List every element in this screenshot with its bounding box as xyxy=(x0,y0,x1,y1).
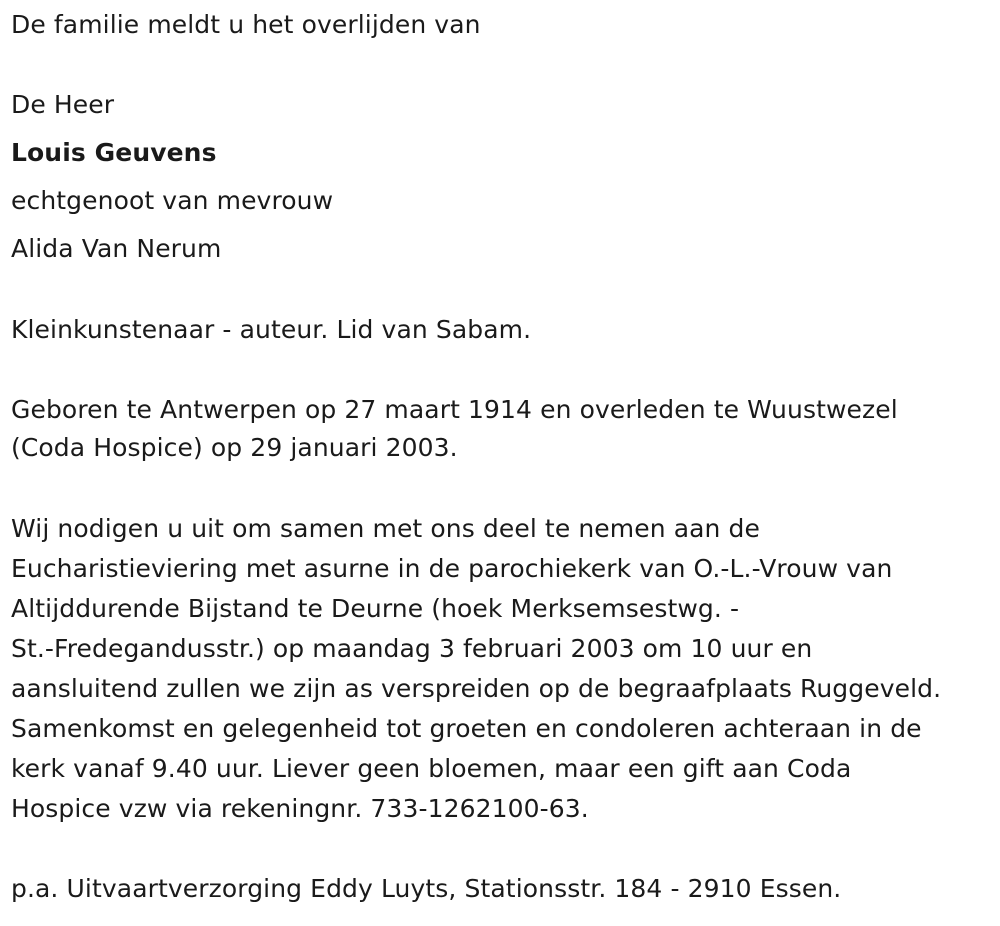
ceremony-line: St.-Fredegandusstr.) op maandag 3 februari 2003 om 10 uur en xyxy=(11,634,813,663)
ceremony-line: Eucharistieviering met asurne in de parochiekerk van O.-L.-Vrouw van xyxy=(11,554,893,583)
spouse-relation: echtgenoot van mevrouw xyxy=(11,186,334,215)
spouse-name: Alida Van Nerum xyxy=(11,234,222,263)
ceremony-line: Hospice vzw via rekeningnr. 733-1262100-63. xyxy=(11,794,589,823)
contact-address: p.a. Uitvaartverzorging Eddy Luyts, Stationsstr. 184 - 2910 Essen. xyxy=(11,874,842,903)
ceremony-line: Altijddurende Bijstand te Deurne (hoek Merksemsestwg. - xyxy=(11,594,740,623)
ceremony-line: aansluitend zullen we zijn as verspreiden op de begraafplaats Ruggeveld. xyxy=(11,674,942,703)
ceremony-line: Wij nodigen u uit om samen met ons deel te nemen aan de xyxy=(11,514,760,543)
ceremony-line: Samenkomst en gelegenheid tot groeten en condoleren achteraan in de xyxy=(11,714,922,743)
salutation: De Heer xyxy=(11,90,115,119)
birth-death-line: (Coda Hospice) op 29 januari 2003. xyxy=(11,433,458,462)
deceased-name: Louis Geuvens xyxy=(11,138,217,167)
ceremony-line: kerk vanaf 9.40 uur. Liever geen bloemen, maar een gift aan Coda xyxy=(11,754,852,783)
birth-death-line: Geboren te Antwerpen op 27 maart 1914 en overleden te Wuustwezel xyxy=(11,395,898,424)
occupation-text: Kleinkunstenaar - auteur. Lid van Sabam. xyxy=(11,315,532,344)
intro-text: De familie meldt u het overlijden van xyxy=(11,10,481,39)
